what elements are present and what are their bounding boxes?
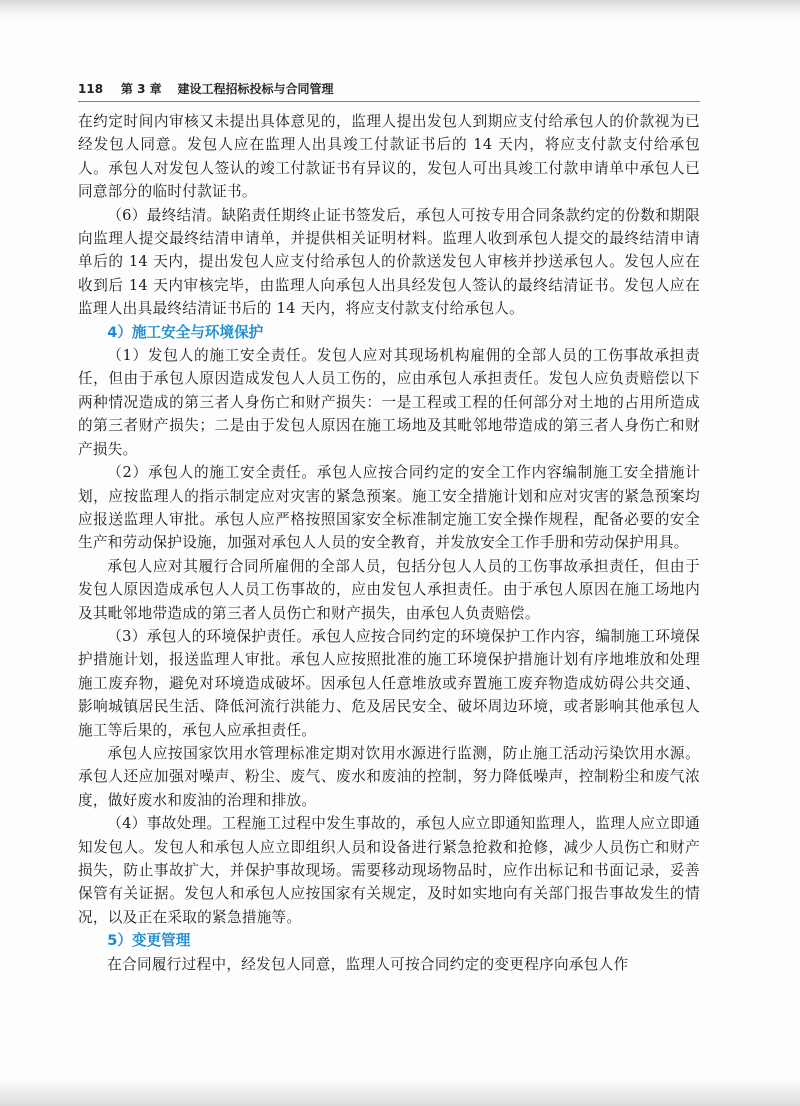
header-rule (78, 101, 700, 102)
paragraph-environment-protection: （3）承包人的环境保护责任。承包人应按合同约定的环境保护工作内容，编制施工环境保护措施计划，报送监理人审批。承包人应按照批准的施工环境保护措施计划有序地堆放和处理施工废弃物，避免对环境造成破坏。因承包人任意堆放或弃置施工废弃物造成妨碍公共交通、影响城镇居民生活、降低河流行洪能力、危及居民安全、破坏周边环境，或者影响其他承包人施工等后果的，承包人应承担责任。 (78, 627, 700, 739)
paragraph-drinking-water: 承包人应按国家饮用水管理标准定期对饮用水源进行监测，防止施工活动污染饮用水源。承包人还应加强对噪声、粉尘、废气、废水和废油的控制，努力降低噪声，控制粉尘和废气浓度，做好废水和废油的治理和排放。 (78, 744, 700, 809)
paragraph-accident-handling: （4）事故处理。工程施工过程中发生事故的，承包人应立即通知监理人，监理人应立即通知发包人。发包人和承包人应立即组织人员和设备进行紧急抢救和抢修，减少人员伤亡和财产损失，防止事故扩大，并保护事故现场。需要移动现场物品时，应作出标记和书面记录，妥善保管有关证据。发包人和承包人应按国家有关规定，及时如实地向有关部门报告事故发生的情况，以及正在采取的紧急措施等。 (78, 815, 700, 926)
paragraph-change-intro: 在合同履行过程中，经发包人同意，监理人可按合同约定的变更程序向承包人作 (107, 955, 629, 973)
chapter-title: 建设工程招标投标与合同管理 (177, 82, 334, 96)
section-heading-safety-environment: 4）施工安全与环境保护 (107, 323, 264, 341)
paragraph-final-settlement: （6）最终结清。缺陷责任期终止证书签发后，承包人可按专用合同条款约定的份数和期限向监理人提交最终结清申请单，并提供相关证明材料。监理人收到承包人提交的最终结清申请单后的 14 天内，提出发包人应支付给承包人的价款送发包人审核并抄送承包人。发包人应在收到后 14 天内审核完毕，由监理人向承包人出具经发包人签认的最终结清证书。发包人应在监理人出具最终结清证书后的 14 天内，将应支付款支付给承包人。 (78, 206, 700, 318)
scan-edge-top (0, 0, 800, 20)
section-heading-change-management: 5）变更管理 (107, 932, 191, 950)
chapter-label: 第 3 章 (120, 82, 162, 96)
running-header (78, 80, 700, 100)
paragraph-contractor-liability: 承包人应对其履行合同所雇佣的全部人员，包括分包人人员的工伤事故承担责任，但由于发包人原因造成承包人人员工伤事故的，应由发包人承担责任。由于承包人原因在施工场地内及其毗邻地带造成的第三者人员伤亡和财产损失，由承包人负责赔偿。 (78, 557, 700, 622)
paragraph-contractor-safety: （2）承包人的施工安全责任。承包人应按合同约定的安全工作内容编制施工安全措施计划，应按监理人的指示制定应对灾害的紧急预案。施工安全措施计划和应对灾害的紧急预案均应报送监理人审批。承包人应严格按照国家安全标准制定施工安全操作规程，配备必要的安全生产和劳动保护设施，加强对承包人人员的安全教育，并发放安全工作手册和劳动保护用具。 (78, 464, 700, 552)
body-text (78, 110, 700, 976)
paragraph-continued: 在约定时间内审核又未提出具体意见的，监理人提出发包人到期应支付给承包人的价款视为已经发包人同意。发包人应在监理人出具竣工付款证书后的 14 天内，将应支付款支付给承包人。承包人对发包人签认的竣工付款证书有异议的，发包人可出具竣工付款申请单中承包人已同意部分的临时付款证书。 (78, 113, 700, 201)
scan-edge-bottom (0, 1078, 800, 1106)
page-number: 118 (78, 82, 104, 96)
paragraph-employer-safety: （1）发包人的施工安全责任。发包人应对其现场机构雇佣的全部人员的工伤事故承担责任，但由于承包人原因造成发包人人员工伤的，应由承包人承担责任。发包人应负责赔偿以下两种情况造成的第三者人身伤亡和财产损失：一是工程或工程的任何部分对土地的占用所造成的第三者财产损失；二是由于发包人原因在施工场地及其毗邻地带造成的第三者人身伤亡和财产损失。 (78, 347, 700, 458)
